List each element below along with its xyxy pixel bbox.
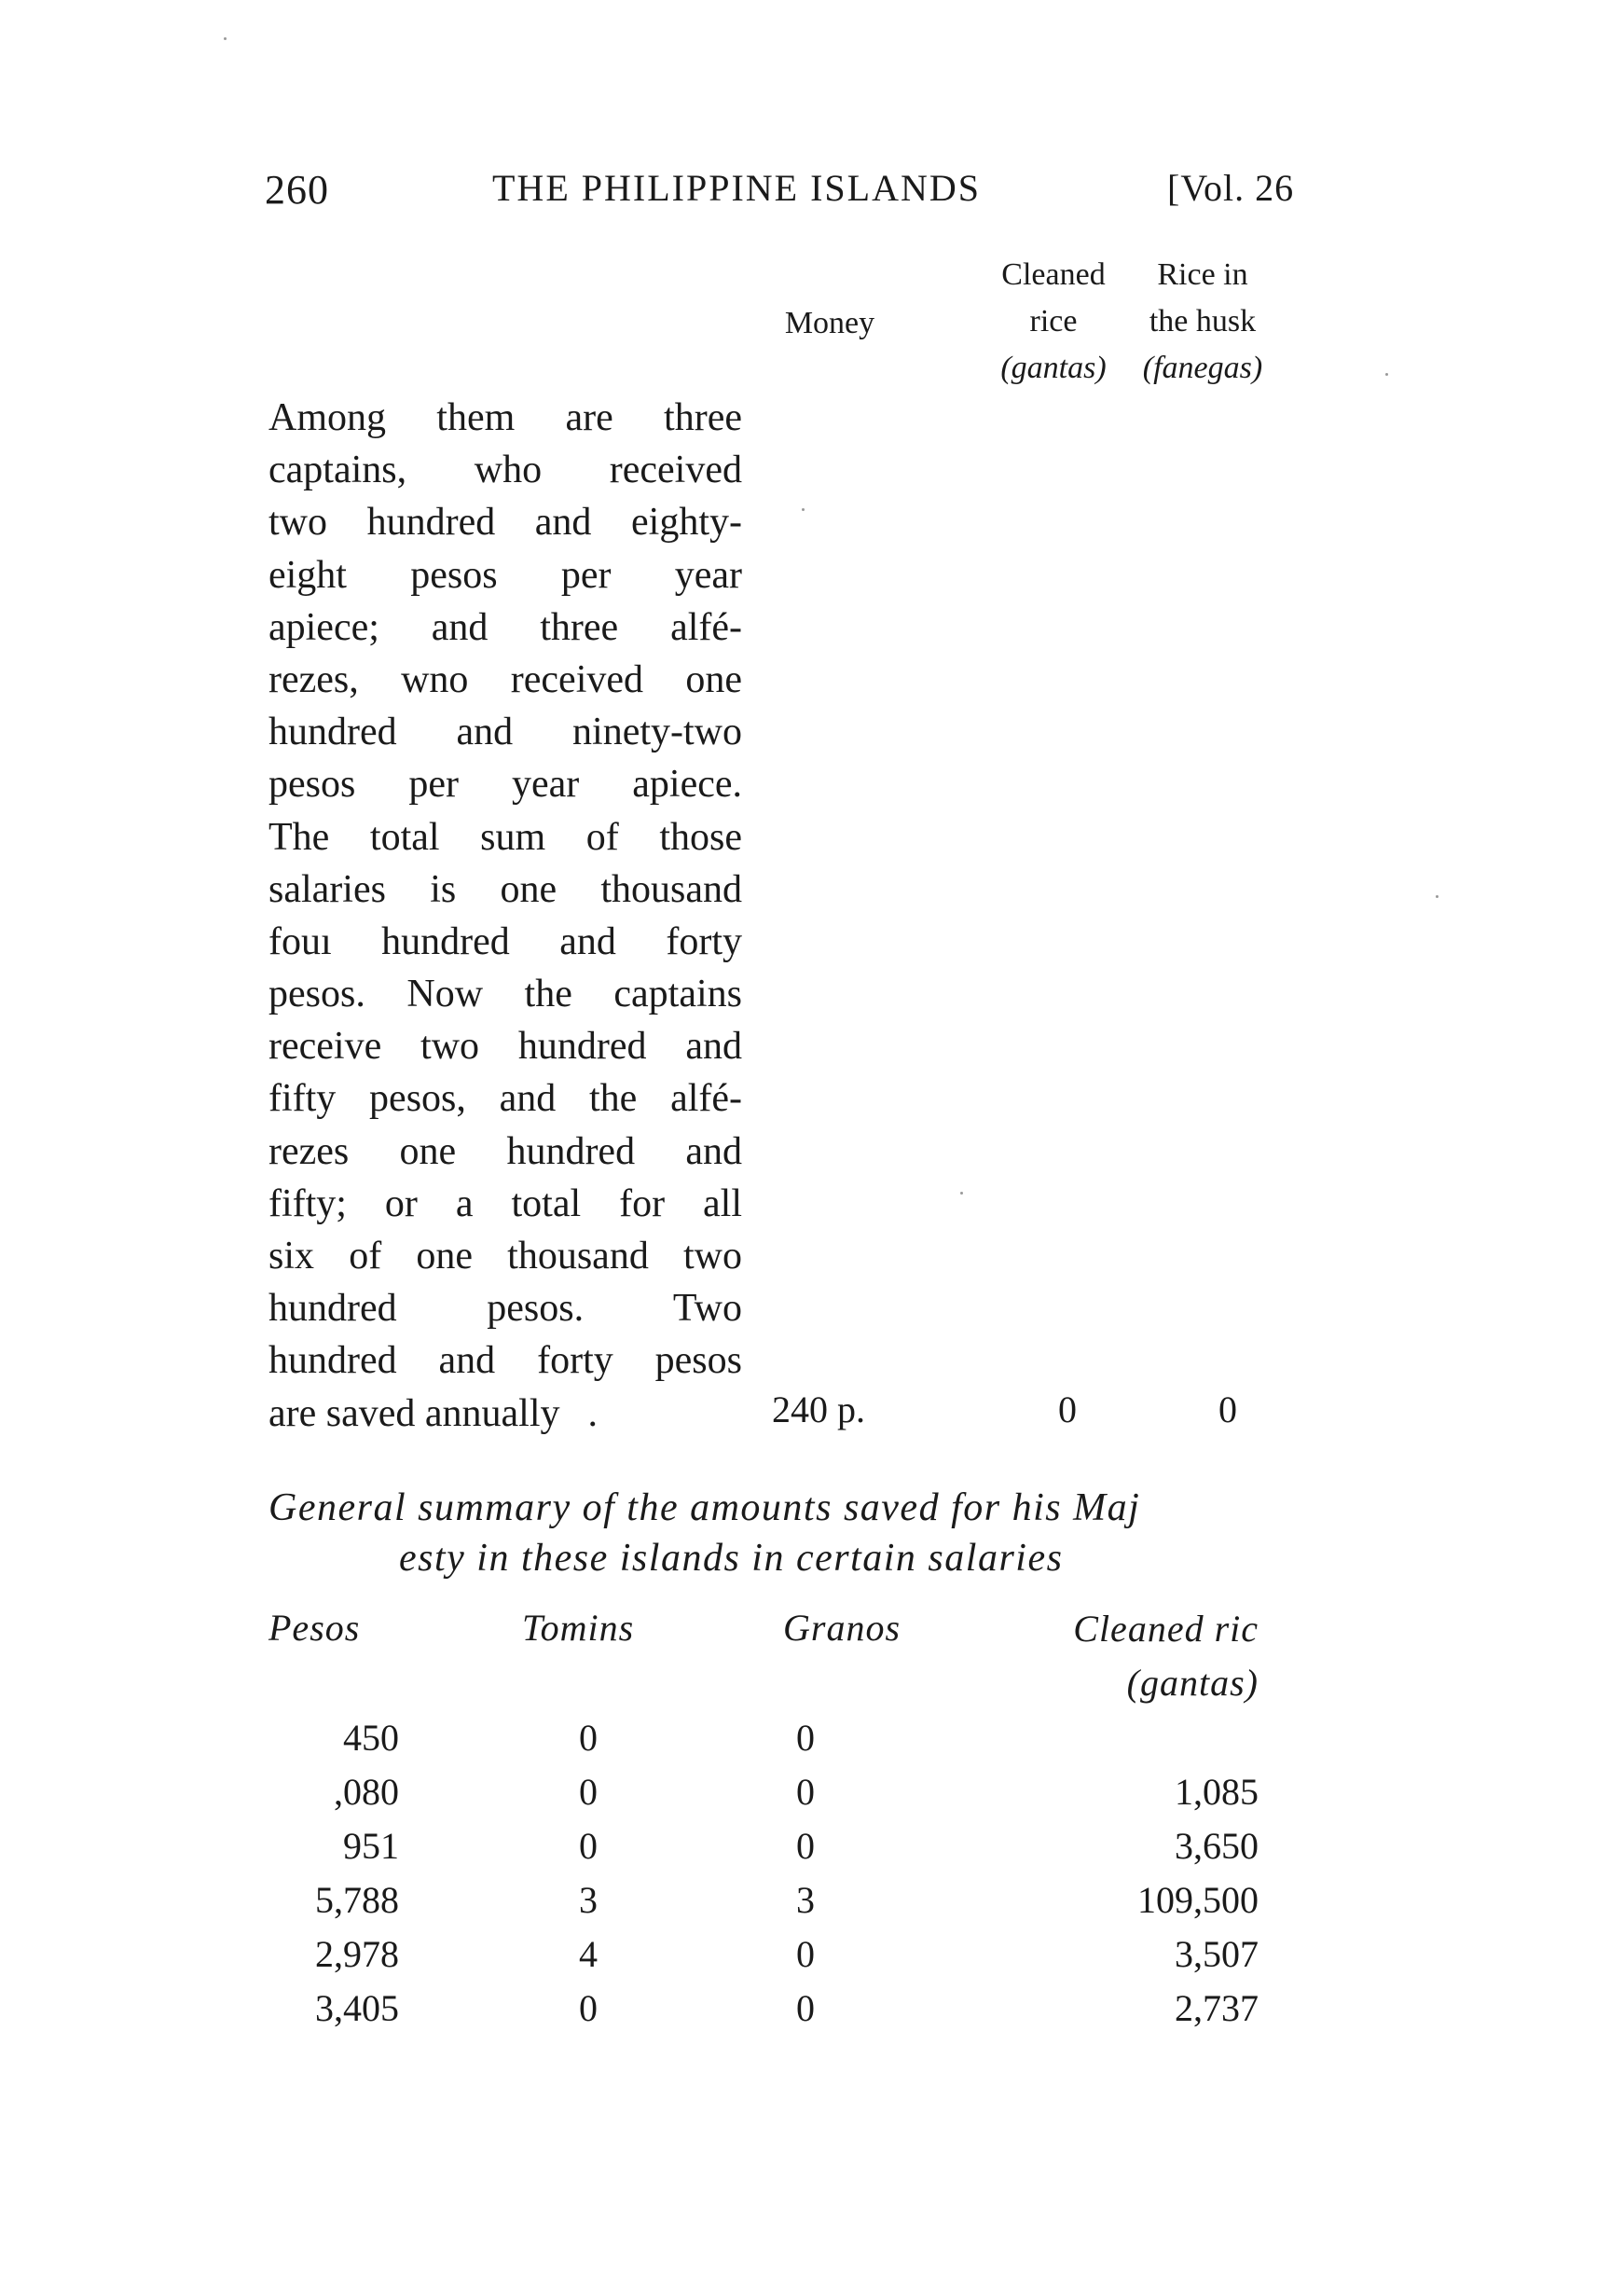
summary-header-pesos: Pesos <box>268 1607 361 1649</box>
scan-speck <box>1385 373 1388 376</box>
column-header-husk-rice <box>1119 252 1287 392</box>
paragraph-line: Among them are three <box>268 396 742 439</box>
pesos-cell: 951 <box>343 1824 399 1867</box>
summary-header-granos: Granos <box>783 1607 901 1649</box>
paragraph-line: The total sum of those <box>268 815 742 859</box>
tomins-cell: 0 <box>579 1716 598 1759</box>
saved-money-value: 240 p. <box>772 1388 865 1430</box>
cleaned-rice-cell: 2,737 <box>1175 1986 1259 2029</box>
table-row <box>268 1818 1259 1872</box>
summary-header-cleaned-unit: (gantas) <box>1126 1662 1259 1704</box>
paragraph-line: receive two hundred and <box>268 1025 742 1069</box>
cleaned-rice-label-2: rice <box>1029 304 1078 338</box>
cleaned-rice-cell <box>833 1710 1259 1764</box>
paragraph-line: are saved annually <box>268 1391 560 1435</box>
husk-rice-unit: (fanegas) <box>1142 351 1263 385</box>
granos-cell: 0 <box>796 1986 815 2029</box>
scan-speck <box>224 37 227 40</box>
summary-header-cleaned-rice <box>1035 1602 1259 1710</box>
paragraph-line: salaries is one thousand <box>268 867 742 911</box>
volume-label: [Vol. 26 <box>1167 167 1295 209</box>
summary-title <box>268 1483 1294 1583</box>
tomins-cell: 3 <box>579 1878 598 1921</box>
table-row <box>268 1927 1259 1981</box>
table-row <box>268 1764 1259 1818</box>
paragraph-line: two hundred and eighty- <box>268 501 742 545</box>
summary-title-line-2: esty in these islands in certain salaries <box>399 1537 1064 1580</box>
body-paragraph <box>268 392 742 1440</box>
husk-rice-label-1: Rice in <box>1157 257 1248 292</box>
paragraph-line: six of one thousand two <box>268 1235 742 1278</box>
summary-title-line-1: General summary of the amounts saved for his Maj <box>268 1486 1141 1529</box>
scan-speck <box>802 508 805 511</box>
granos-cell: 3 <box>796 1878 815 1921</box>
summary-header-cleaned-label: Cleaned ric <box>1073 1608 1259 1650</box>
column-header-cleaned-rice <box>970 252 1137 392</box>
paragraph-line: fifty pesos, and the alfé- <box>268 1077 742 1121</box>
cleaned-rice-cell: 3,650 <box>1175 1824 1259 1867</box>
pesos-cell: ,080 <box>334 1770 399 1813</box>
tomins-cell: 0 <box>579 1824 598 1867</box>
paragraph-line: rezes, wno received one <box>268 657 742 701</box>
running-title: THE PHILIPPINE ISLANDS <box>492 167 981 209</box>
granos-cell: 0 <box>796 1770 815 1813</box>
cleaned-rice-cell: 109,500 <box>1137 1878 1259 1921</box>
pesos-cell: 2,978 <box>315 1932 399 1975</box>
paragraph-line: hundred pesos. Two <box>268 1287 742 1331</box>
tomins-cell: 0 <box>579 1986 598 2029</box>
leader-dot: . <box>587 1391 599 1435</box>
pesos-cell: 450 <box>343 1716 399 1759</box>
paragraph-line: rezes one hundred and <box>268 1129 742 1173</box>
scan-speck <box>1436 895 1438 898</box>
summary-header-tomins: Tomins <box>522 1607 635 1649</box>
husk-rice-label-2: the husk <box>1149 304 1257 338</box>
page-number: 260 <box>265 167 329 213</box>
table-row <box>268 1710 1259 1764</box>
granos-cell: 0 <box>796 1932 815 1975</box>
paragraph-line: apiece; and three alfé- <box>268 605 742 649</box>
paragraph-line: pesos per year apiece. <box>268 763 742 807</box>
cleaned-rice-cell: 3,507 <box>1175 1932 1259 1975</box>
pesos-cell: 5,788 <box>315 1878 399 1921</box>
pesos-cell: 3,405 <box>315 1986 399 2029</box>
tomins-cell: 4 <box>579 1932 598 1975</box>
cleaned-rice-unit: (gantas) <box>1000 351 1107 385</box>
paragraph-line: eight pesos per year <box>268 553 742 597</box>
paragraph-line: pesos. Now the captains <box>268 973 742 1016</box>
paragraph-line: fifty; or a total for all <box>268 1181 742 1225</box>
granos-cell: 0 <box>796 1824 815 1867</box>
granos-cell: 0 <box>796 1716 815 1759</box>
cleaned-rice-cell: 1,085 <box>1175 1770 1259 1813</box>
summary-table <box>268 1710 1259 2035</box>
paragraph-line: captains, who received <box>268 449 742 492</box>
tomins-cell: 0 <box>579 1770 598 1813</box>
scan-speck <box>960 1192 963 1195</box>
cleaned-rice-label-1: Cleaned <box>1001 257 1106 292</box>
table-row <box>268 1872 1259 1927</box>
table-row <box>268 1981 1259 2035</box>
column-header-money <box>746 300 914 347</box>
paragraph-line: hundred and ninety-two <box>268 711 742 754</box>
paragraph-line: hundred and forty pesos <box>268 1339 742 1383</box>
paragraph-last-line <box>268 1388 742 1440</box>
saved-cleaned-rice-value: 0 <box>1058 1388 1077 1430</box>
saved-husk-rice-value: 0 <box>1218 1388 1237 1430</box>
money-label: Money <box>784 306 875 340</box>
paragraph-line: fouı hundred and forty <box>268 919 742 963</box>
